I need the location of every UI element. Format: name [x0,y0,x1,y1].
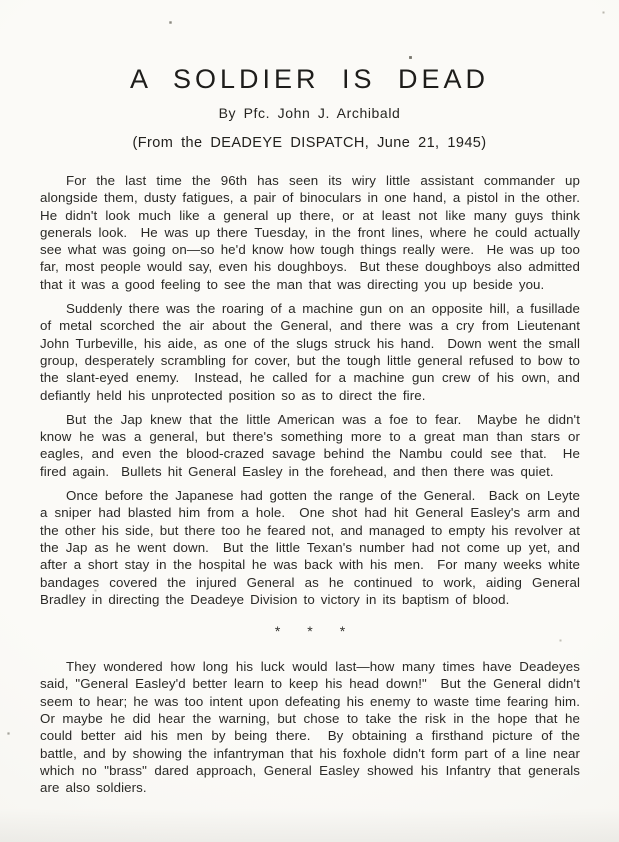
asterisk: * [339,623,346,640]
paragraph-2: Suddenly there was the roaring of a machine gun on an opposite hill, a fusillade of metal scorched the air about the General, and there was a cry from Lieutenant John Turbeville, his aide, as one of the slugs struck his hand. Down went the small group, desperately scrambling for cover, but the tough little general refused to bow to the slant-eyed enemy. Instead, he called for a machine gun crew of his own, and defiantly held his unprotected position so as to direct the fire. [40,301,586,403]
paragraph-4: Once before the Japanese had gotten the range of the General. Back on Leyte a sniper had blasted him from a hole. One shot had hit General Easley's arm and the other his side, but there too he feared not, and managed to empty his revolver at the Jap as he went down. But the little Texan's number had not come up yet, and after a short stay in the hospital he was back with his men. For many weeks white bandages covered the injured General as he continued to work, aiding General Bradley in directing the Deadeye Division to victory in its baptism of blood. [40,488,586,607]
article-header [0,0,619,151]
scan-speck-field [0,0,1,1]
page-title: A SOLDIER IS DEAD [129,64,490,94]
paragraph-3: But the Jap knew that the little American was a foe to fear. Maybe he didn't know he was a general, but there's something more to a great man than stars or eagles, and even the blood-crazed savage behind the Nambu could see that. He fired again. Bullets hit General Easley in the forehead, and then there was quiet. [40,411,586,479]
paragraph-5: They wondered how long his luck would last—how many times have Deadeyes said, "General Easley'd better learn to keep his head down!" But the General didn't seem to hear; he was too intent upon defeating his enemy to waste time fearing him. Or maybe he did hear the warning, but chose to take the risk in the hope that he could better aid his men by being there. By obtaining a firsthand picture of the battle, and by showing the infantryman that his foxhole didn't form part of a line near which no "brass" dared approach, General Easley showed his Infantry that generals are also soldiers. [40,659,592,796]
asterisk: * [274,623,281,640]
asterisk-section-break [40,623,580,639]
byline: By Pfc. John J. Archibald [218,105,401,121]
article-body [40,172,592,797]
source-line: (From the DEADEYE DISPATCH, June 21, 1945) [132,135,487,151]
paragraph-1: For the last time the 96th has seen its wiry little assistant commander up alongside them, dusty fatigues, a pair of binoculars in one hand, a pistol in the other. He didn't look much like a general up there, or at least not like many guys think generals look. He was up there Tuesday, in the front lines, where he could actually see what was going on—so he'd know how tough things really were. He was up too far, most people would say, even his doughboys. But these doughboys also admitted that it was a good feeling to see the man that was directing you up beside you. [40,173,592,292]
asterisk: * [307,623,313,640]
